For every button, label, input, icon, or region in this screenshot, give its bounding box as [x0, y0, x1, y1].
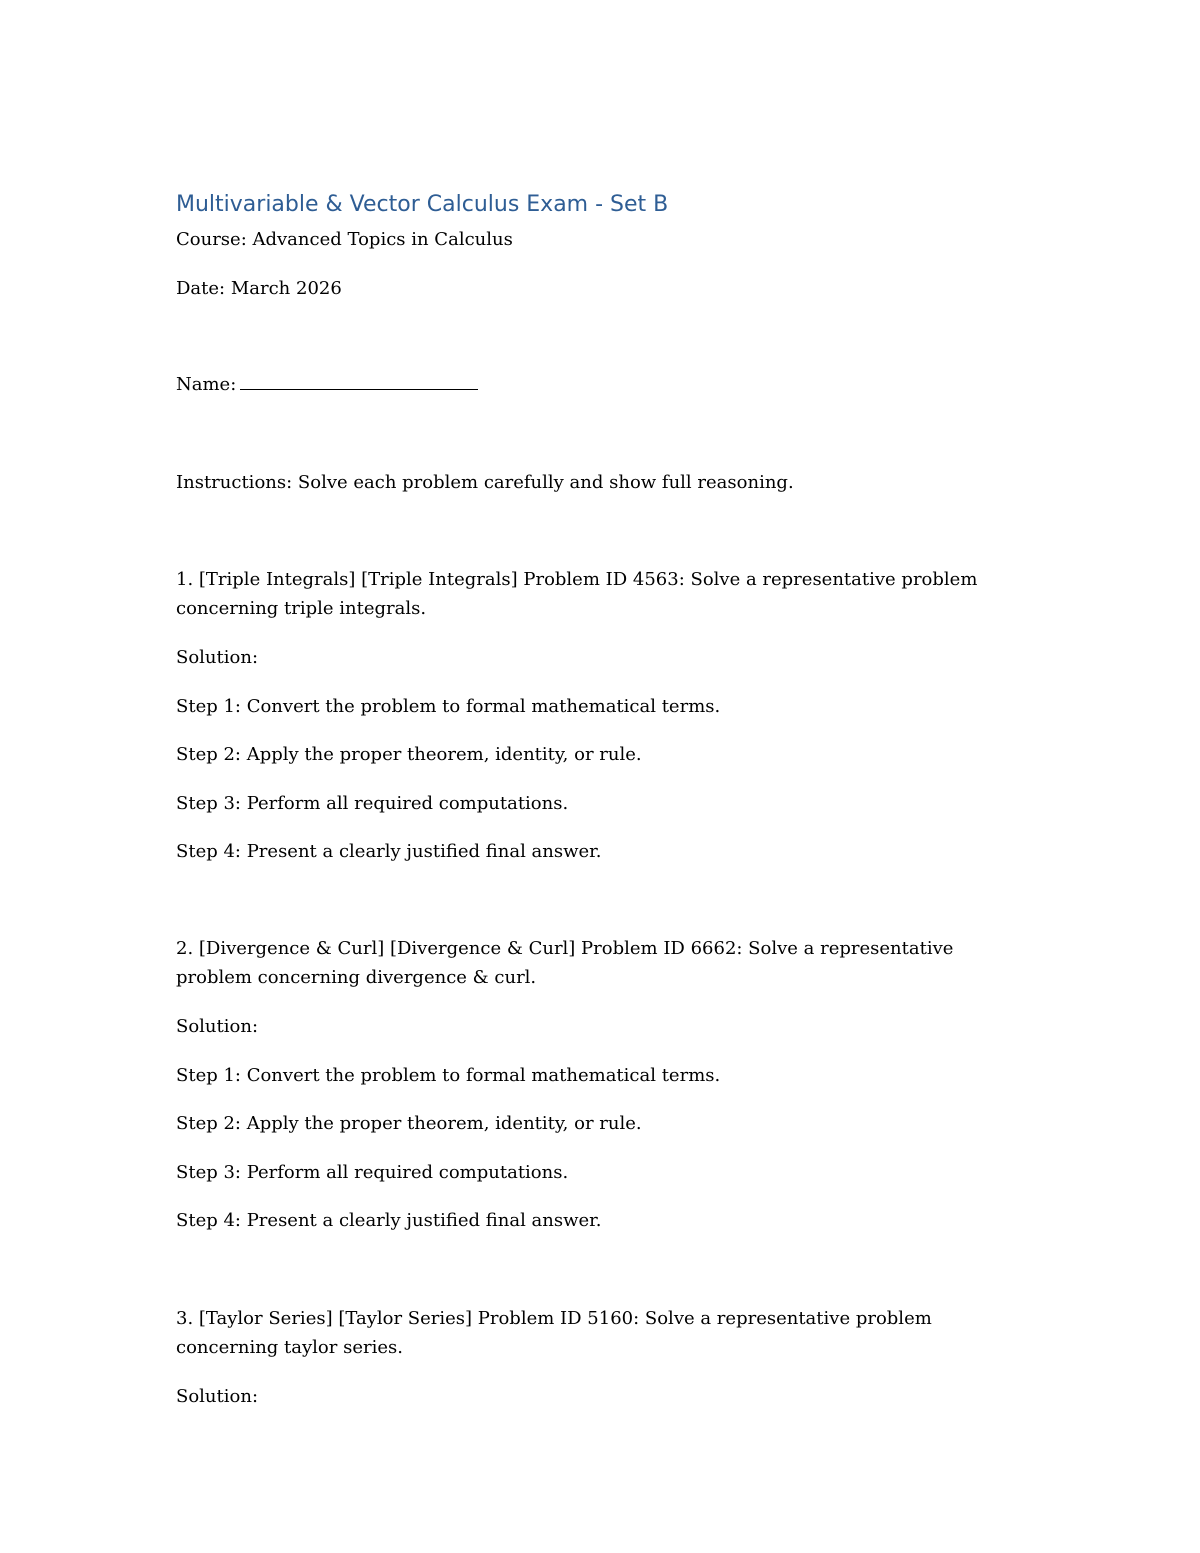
problem-2-step-2: Step 2: Apply the proper theorem, identity, or rule. [176, 1113, 642, 1134]
name-label: Name: [176, 374, 237, 395]
problem-2-solution-label: Solution: [176, 1016, 259, 1037]
problem-1-step-2: Step 2: Apply the proper theorem, identity, or rule. [176, 744, 642, 765]
problem-1-solution-label: Solution: [176, 647, 259, 668]
problem-1-statement-line-1: 1. [Triple Integrals] [Triple Integrals] Problem ID 4563: Solve a representative problem [176, 569, 978, 590]
name-field-row [176, 371, 478, 399]
name-blank-line [240, 371, 478, 390]
problem-3-statement-line-1: 3. [Taylor Series] [Taylor Series] Problem ID 5160: Solve a representative problem [176, 1308, 932, 1329]
problem-2-step-1: Step 1: Convert the problem to formal mathematical terms. [176, 1065, 721, 1086]
problem-1-step-1: Step 1: Convert the problem to formal mathematical terms. [176, 696, 721, 717]
problem-2-statement-line-1: 2. [Divergence & Curl] [Divergence & Curl] Problem ID 6662: Solve a representative [176, 938, 954, 959]
problem-2-step-4: Step 4: Present a clearly justified final answer. [176, 1210, 602, 1231]
course-line: Course: Advanced Topics in Calculus [176, 229, 513, 250]
problem-2-step-3: Step 3: Perform all required computations. [176, 1162, 569, 1183]
problem-1-step-4: Step 4: Present a clearly justified final answer. [176, 841, 602, 862]
exam-title: Multivariable & Vector Calculus Exam - Set B [176, 192, 669, 217]
date-line: Date: March 2026 [176, 278, 342, 299]
problem-2-statement-line-2: problem concerning divergence & curl. [176, 967, 537, 988]
problem-1-statement-line-2: concerning triple integrals. [176, 598, 427, 619]
problem-1-step-3: Step 3: Perform all required computations. [176, 793, 569, 814]
instructions-line: Instructions: Solve each problem carefully and show full reasoning. [176, 472, 794, 493]
problem-3-statement-line-2: concerning taylor series. [176, 1337, 403, 1358]
problem-3-solution-label: Solution: [176, 1386, 259, 1407]
